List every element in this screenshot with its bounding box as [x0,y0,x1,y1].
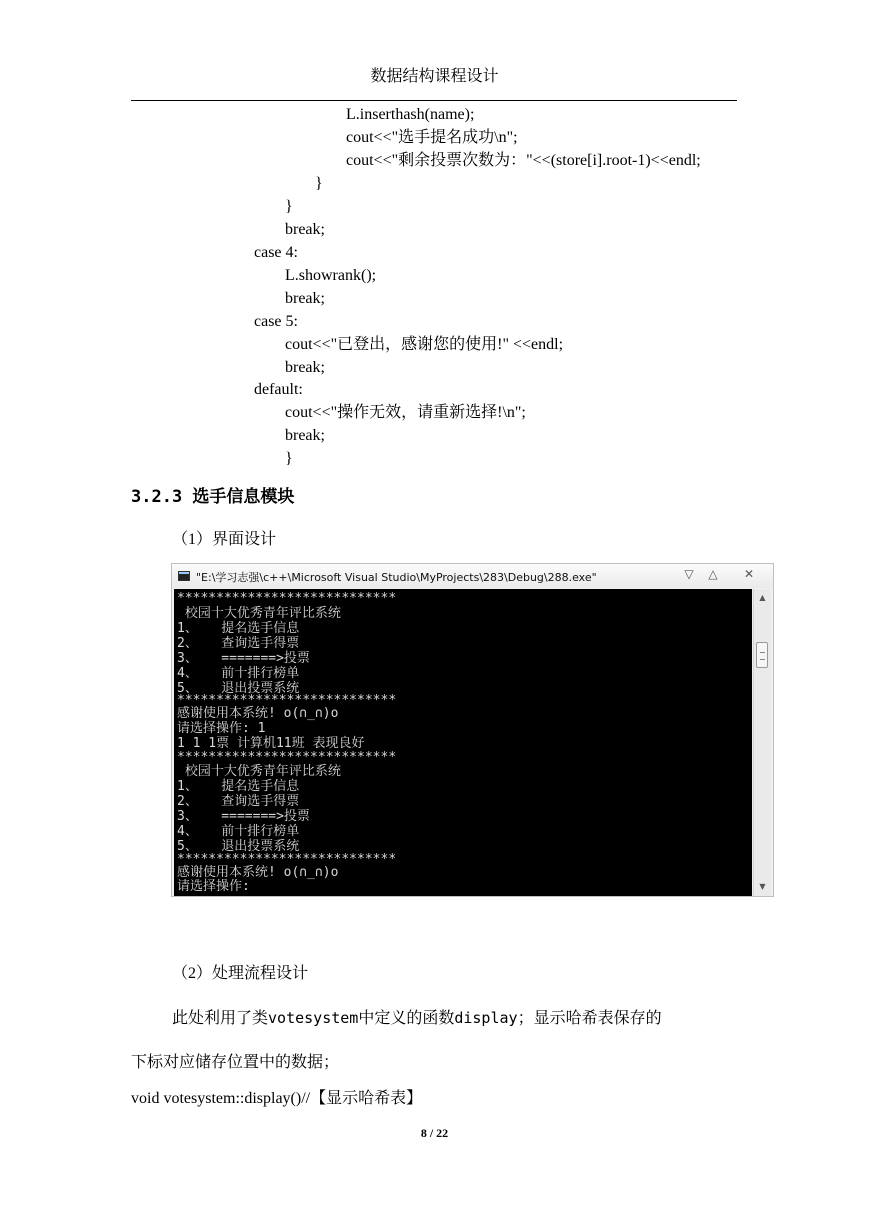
code-line: cout<<"选手提名成功\n"; [346,129,518,146]
code-line: case 4: [254,244,298,261]
console-line: 5、 退出投票系统 [177,681,300,696]
console-window-title: "E:\学习志强\c++\Microsoft Visual Studio\MyProjects\283\Debug\288.exe" [196,571,597,584]
paragraph-line-1 [172,1005,662,1028]
paragraph-text: 中定义的函数 [358,1010,455,1027]
code-line: break; [285,359,325,376]
maximize-icon: △ [708,567,718,581]
console-line: 校园十大优秀青年评比系统 [177,606,341,621]
section-heading: 3.2.3 选手信息模块 [131,487,295,507]
console-line: 3、 =======>投票 [177,809,310,824]
minimize-icon: ▽ [684,567,694,581]
console-line: 校园十大优秀青年评比系统 [177,764,341,779]
console-line: **************************** [177,852,397,867]
console-line: 感谢使用本系统! o(∩_∩)o [177,865,339,880]
console-titlebar [172,564,773,588]
console-line: 1、 提名选手信息 [177,779,300,794]
code-line: break; [285,290,325,307]
close-icon: ✕ [743,567,755,581]
code-line: default: [254,381,303,398]
code-line: } [315,175,323,192]
code-line: } [285,198,293,215]
function-name-code: display [454,1009,518,1027]
scroll-up-icon: ▲ [759,593,766,602]
code-line: break; [285,427,325,444]
console-line: 4、 前十排行榜单 [177,824,300,839]
subsection-heading: （1）界面设计 [172,531,277,548]
scroll-thumb [756,642,768,668]
class-name-code: votesystem [268,1009,359,1027]
code-line: } [285,450,293,467]
code-line: break; [285,221,325,238]
console-line: 2、 查询选手得票 [177,794,300,809]
console-app-icon [178,571,190,581]
console-line: **************************** [177,591,397,606]
paragraph-text: ；显示哈希表保存的 [517,1010,662,1027]
header-divider [131,100,737,101]
console-line: 2、 查询选手得票 [177,636,300,651]
subsection-heading: （2）处理流程设计 [172,965,309,982]
console-scrollbar [753,589,771,896]
code-line: cout<<"操作无效，请重新选择!\n"; [285,404,526,421]
code-line: L.inserthash(name); [346,106,475,123]
code-line: cout<<"已登出，感谢您的使用!" <<endl; [285,336,564,353]
page-number: 8 / 22 [420,1126,449,1140]
scroll-down-icon: ▼ [759,882,766,891]
console-line: **************************** [177,750,397,765]
console-line: 5、 退出投票系统 [177,839,300,854]
code-line: case 5: [254,313,298,330]
console-line: **************************** [177,693,397,708]
paragraph-text: 此处利用了类 [172,1010,269,1027]
code-line: cout<<"剩余投票次数为："<<(store[i].root-1)<<endl; [346,152,701,169]
console-line: 1 1 1票 计算机11班 表现良好 [177,736,365,751]
page-header-title: 数据结构课程设计 [370,68,499,85]
console-line: 3、 =======>投票 [177,651,310,666]
paragraph-line-2: 下标对应储存位置中的数据； [131,1054,340,1071]
console-line: 感谢使用本系统! o(∩_∩)o [177,706,339,721]
console-output [174,589,752,896]
code-signature-line: void votesystem::display()//【显示哈希表】 [131,1090,423,1107]
code-line: L.showrank(); [285,267,377,284]
console-line: 请选择操作: 1 [177,721,266,736]
console-line: 1、 提名选手信息 [177,621,300,636]
console-line: 请选择操作: [177,879,250,894]
console-window-screenshot [171,563,774,897]
console-line: 4、 前十排行榜单 [177,666,300,681]
